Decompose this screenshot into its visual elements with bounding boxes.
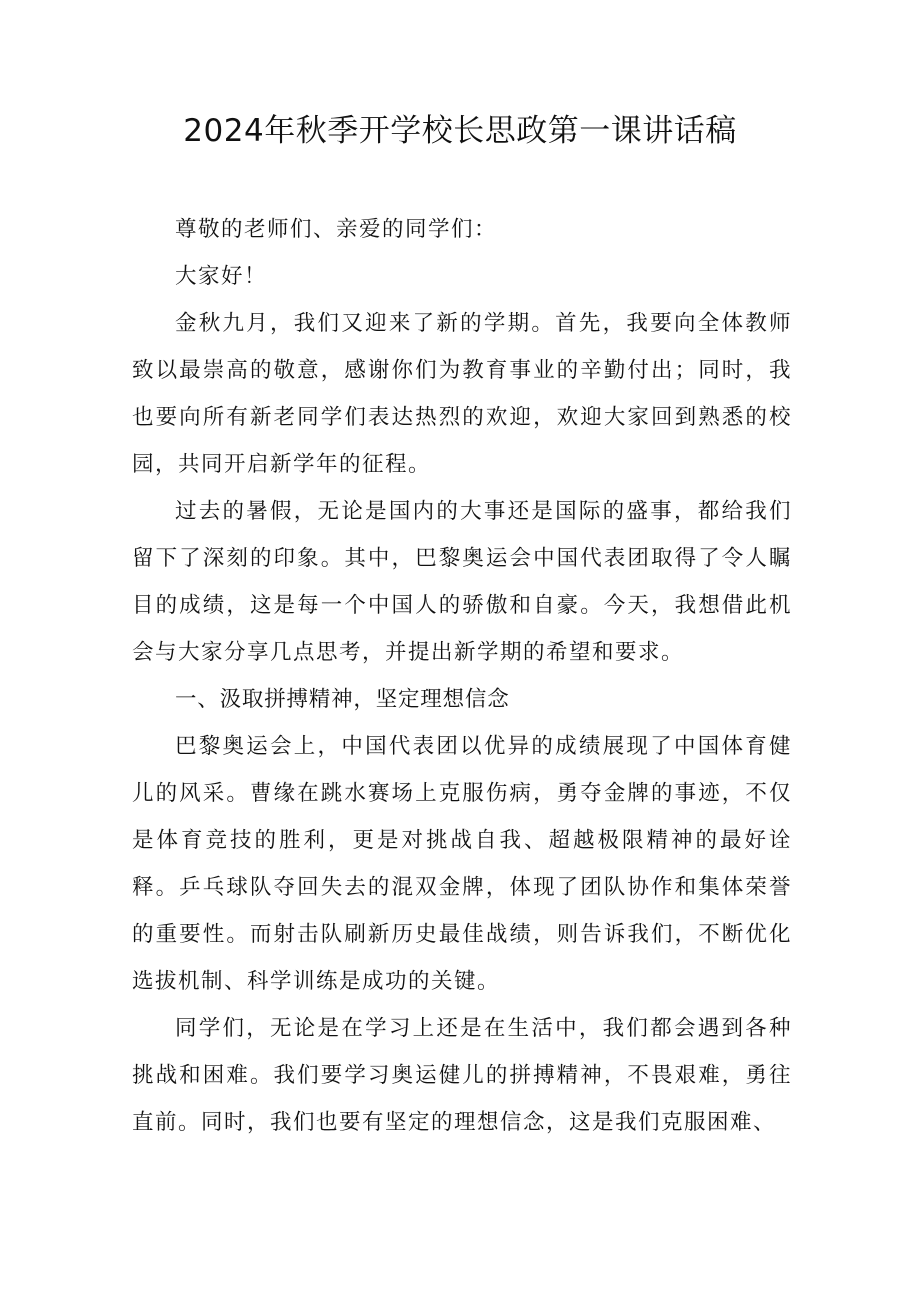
document-body [132, 206, 792, 1146]
document-title: 2024年秋季开学校长思政第一课讲话稿 [183, 113, 737, 149]
paragraph-opening: 金秋九月，我们又迎来了新的学期。首先，我要向全体教师致以最崇高的敬意，感谢你们为教育事业的辛勤付出；同时，我也要向所有新老同学们表达热烈的欢迎，欢迎大家回到熟悉的校园，共同开启新学年的征程。 [132, 311, 792, 477]
paragraph-summer-review: 过去的暑假，无论是国内的大事还是国际的盛事，都给我们留下了深刻的印象。其中，巴黎奥运会中国代表团取得了令人瞩目的成绩，这是每一个中国人的骄傲和自豪。今天，我想借此机会与大家分享几点思考，并提出新学期的希望和要求。 [132, 499, 792, 665]
paragraph-challenges: 同学们，无论是在学习上还是在生活中，我们都会遇到各种挑战和困难。我们要学习奥运健儿的拼搏精神，不畏艰难，勇往直前。同时，我们也要有坚定的理想信念，这是我们克服困难、 [132, 1016, 792, 1135]
salutation: 尊敬的老师们、亲爱的同学们： [175, 217, 498, 242]
greeting: 大家好！ [175, 264, 268, 289]
paragraph-olympics: 巴黎奥运会上，中国代表团以优异的成绩展现了中国体育健儿的风采。曹缘在跳水赛场上克服伤病，勇夺金牌的事迹，不仅是体育竞技的胜利，更是对挑战自我、超越极限精神的最好诠释。乒乓球队夺回失去的混双金牌，体现了团队协作和集体荣誉的重要性。而射击队刷新历史最佳战绩，则告诉我们，不断优化选拔机制、科学训练是成功的关键。 [132, 734, 792, 994]
section-heading: 一、汲取拼搏精神，坚定理想信念 [175, 687, 510, 712]
